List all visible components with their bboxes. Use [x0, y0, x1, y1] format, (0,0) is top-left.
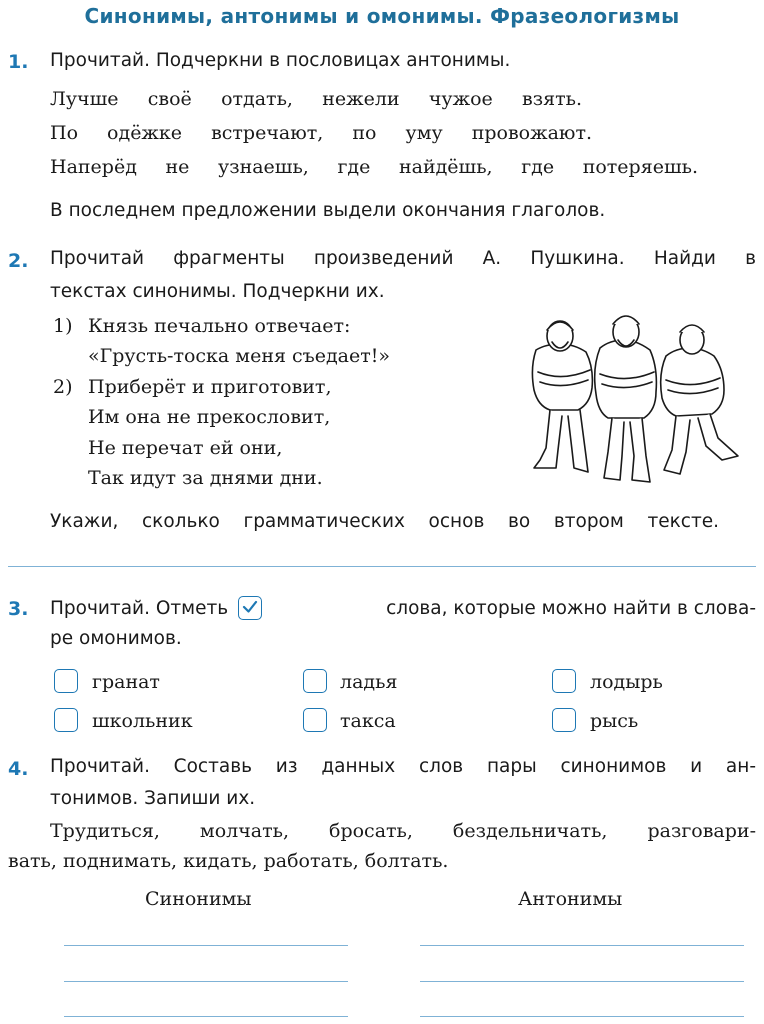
- task-1-proverb-1: Лучше своё отдать, нежели чужое взять.: [50, 88, 582, 110]
- task-2-question: Укажи, сколько грамматических основ во втором тексте.: [50, 511, 719, 532]
- task-3-instruction-line-2: ре омонимов.: [50, 628, 182, 649]
- antonyms-answer-line[interactable]: [420, 1016, 744, 1017]
- fragment-2-line: Им она не прекословит,: [88, 406, 331, 428]
- fragment-2-line: Так идут за днями дни.: [88, 467, 323, 489]
- task-4-words-line-2: вать, поднимать, кидать, работать, болтать.: [8, 850, 449, 872]
- synonyms-answer-line[interactable]: [64, 1016, 348, 1017]
- word-checkbox[interactable]: [54, 669, 78, 693]
- task-1-proverb-3: Наперёд не узнаешь, где найдёшь, где потеряешь.: [50, 156, 698, 178]
- task-2-instruction-line-1: Прочитай фрагменты произведений А. Пушкина. Найди в: [50, 248, 756, 269]
- fragment-1-line: Князь печально отвечает:: [88, 315, 351, 337]
- task-1-followup: В последнем предложении выдели окончания глаголов.: [50, 200, 606, 221]
- word-checkbox[interactable]: [303, 669, 327, 693]
- answer-line-task-2[interactable]: [8, 566, 756, 567]
- antonyms-answer-line[interactable]: [420, 981, 744, 982]
- task-1-number: 1.: [8, 51, 29, 73]
- word-label: ладья: [340, 671, 398, 693]
- antonyms-column-header: Антонимы: [518, 888, 623, 910]
- word-label: школьник: [92, 710, 193, 732]
- three-bogatyrs-illustration: [516, 310, 756, 490]
- word-label: рысь: [590, 710, 639, 732]
- synonyms-answer-line[interactable]: [64, 945, 348, 946]
- synonyms-column-header: Синонимы: [145, 888, 252, 910]
- fragment-1-line: «Грусть-тоска меня съедает!»: [88, 345, 391, 367]
- fragment-1-number: 1): [53, 315, 73, 337]
- fragment-2-number: 2): [53, 376, 73, 398]
- task-3-instruction-pre: Прочитай. Отметь: [50, 597, 229, 619]
- word-checkbox[interactable]: [303, 708, 327, 732]
- word-checkbox[interactable]: [552, 708, 576, 732]
- check-icon: [241, 598, 259, 616]
- synonyms-answer-line[interactable]: [64, 981, 348, 982]
- fragment-2-line: Не перечат ей они,: [88, 437, 283, 459]
- task-1-instruction: Прочитай. Подчеркни в пословицах антонимы.: [50, 50, 511, 71]
- word-checkbox[interactable]: [552, 669, 576, 693]
- task-2-instruction-line-2: текстах синонимы. Подчеркни их.: [50, 281, 385, 302]
- task-4-instruction-line-1: Прочитай. Составь из данных слов пары синонимов и ан-: [50, 756, 756, 777]
- word-label: гранат: [92, 671, 160, 693]
- word-label: лодырь: [590, 671, 663, 693]
- task-3-instruction-post: слова, которые можно найти в слова-: [386, 597, 756, 619]
- task-4-words-line-1: Трудиться, молчать, бросать, бездельничать, разговари-: [50, 820, 756, 842]
- sample-checkbox-checked: [238, 596, 262, 620]
- task-3-number: 3.: [8, 598, 29, 620]
- task-3-instruction-line-1: [50, 596, 756, 620]
- page-title: Синонимы, антонимы и омонимы. Фразеологизмы: [84, 4, 680, 28]
- task-2-number: 2.: [8, 250, 29, 272]
- task-4-number: 4.: [8, 758, 29, 780]
- antonyms-answer-line[interactable]: [420, 945, 744, 946]
- task-4-instruction-line-2: тонимов. Запиши их.: [50, 788, 256, 809]
- word-label: такса: [340, 710, 396, 732]
- word-checkbox[interactable]: [54, 708, 78, 732]
- task-1-proverb-2: По одёжке встречают, по уму провожают.: [50, 122, 592, 144]
- fragment-2-line: Приберёт и приготовит,: [88, 376, 332, 398]
